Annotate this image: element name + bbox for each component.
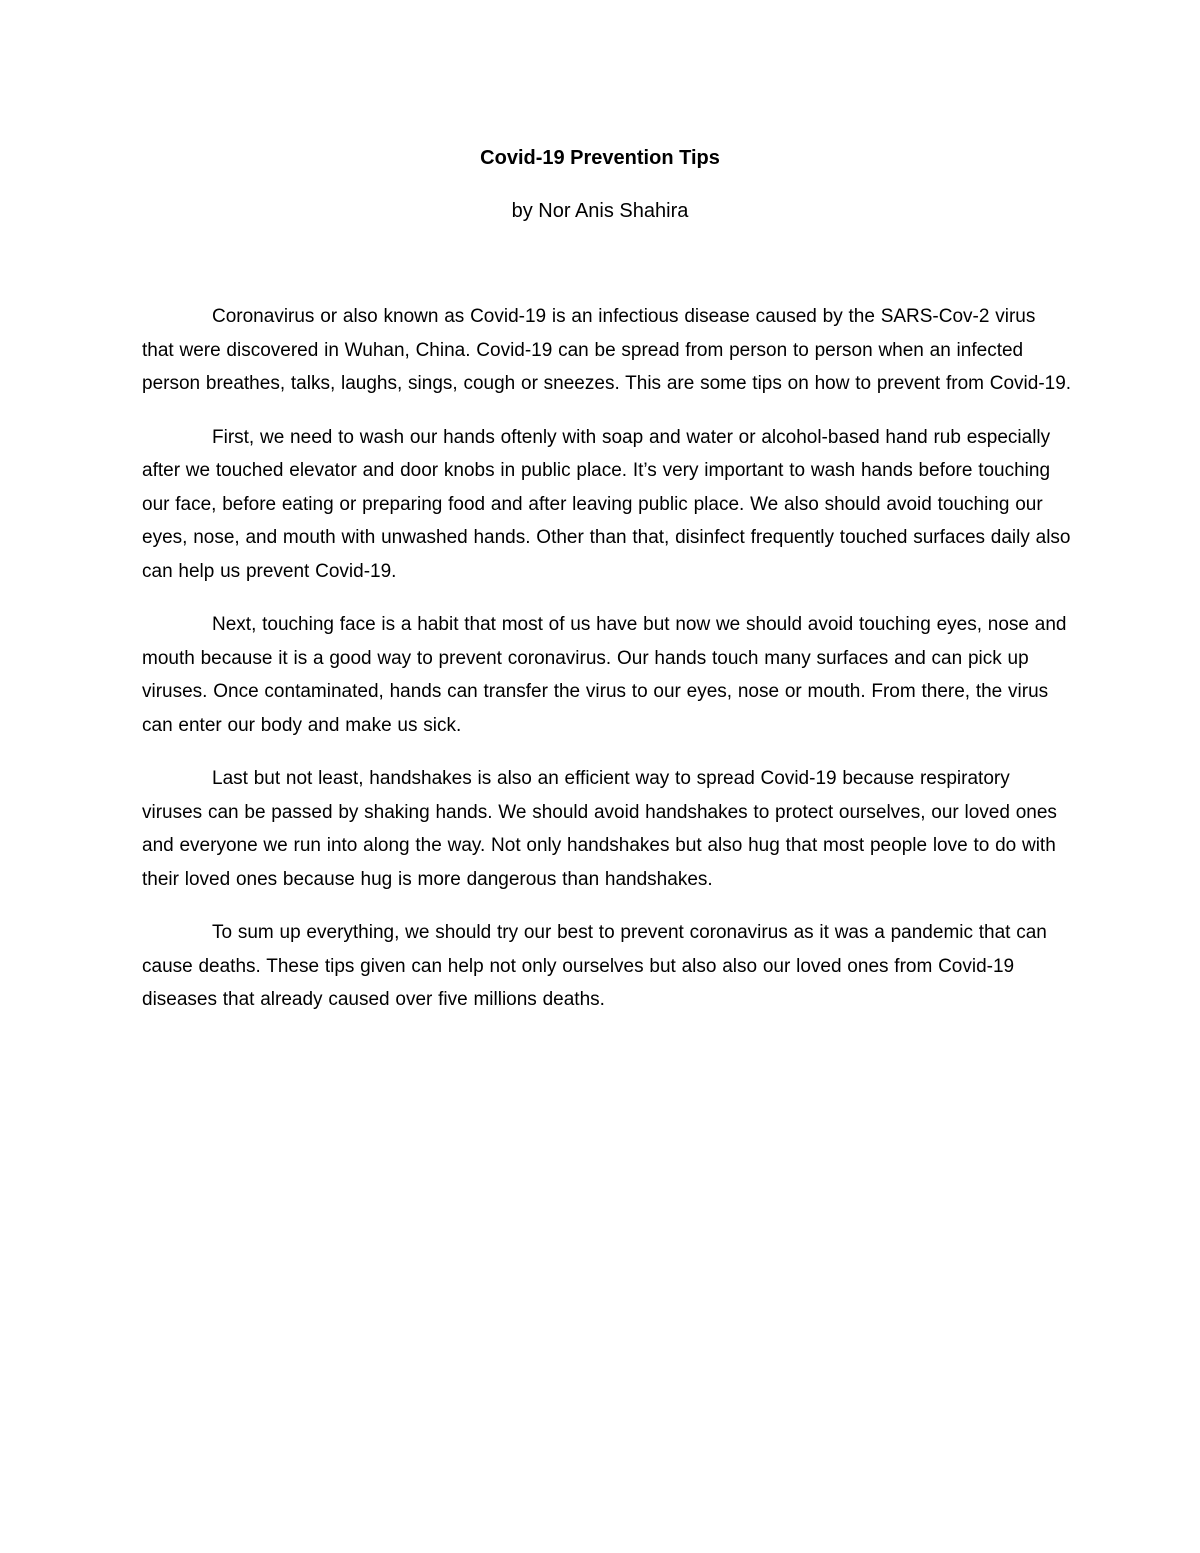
document-title: Covid-19 Prevention Tips xyxy=(480,147,720,169)
paragraph-handshakes: Last but not least, handshakes is also an efficient way to spread Covid-19 because respiratory viruses can be passed by shaking hands. We should avoid handshakes to protect ourselves, our loved ones and everyone we run into along the way. Not only handshakes but also hug that most people love to do with their loved ones because hug is more dangerous than handshakes. xyxy=(142,768,1057,890)
document-author: by Nor Anis Shahira xyxy=(511,200,689,222)
paragraph-face-touching: Next, touching face is a habit that most of us have but now we should avoid touching eyes, nose and mouth because it is a good way to prevent coronavirus. Our hands touch many surfaces and can pick up viruses. Once contaminated, hands can transfer the virus to our eyes, nose or mouth. From there, the virus can enter our body and make us sick. xyxy=(142,614,1067,736)
document-body xyxy=(142,300,1072,1037)
paragraph-introduction: Coronavirus or also known as Covid-19 is an infectious disease caused by the SARS-Cov-2 virus that were discovered in Wuhan, China. Covid-19 can be spread from person to person when an infected person breathes, talks, laughs, sings, cough or sneezes. This are some tips on how to prevent from Covid-19. xyxy=(142,306,1072,394)
paragraph-conclusion: To sum up everything, we should try our best to prevent coronavirus as it was a pandemic that can cause deaths. These tips given can help not only ourselves but also also our loved ones from Covid-19 diseases that already caused over five millions deaths. xyxy=(142,922,1047,1010)
paragraph-hand-washing: First, we need to wash our hands oftenly with soap and water or alcohol-based hand rub especially after we touched elevator and door knobs in public place. It’s very important to wash hands before touching our face, before eating or preparing food and after leaving public place. We also should avoid touching our eyes, nose, and mouth with unwashed hands. Other than that, disinfect frequently touched surfaces daily also can help us prevent Covid-19. xyxy=(142,426,1071,582)
